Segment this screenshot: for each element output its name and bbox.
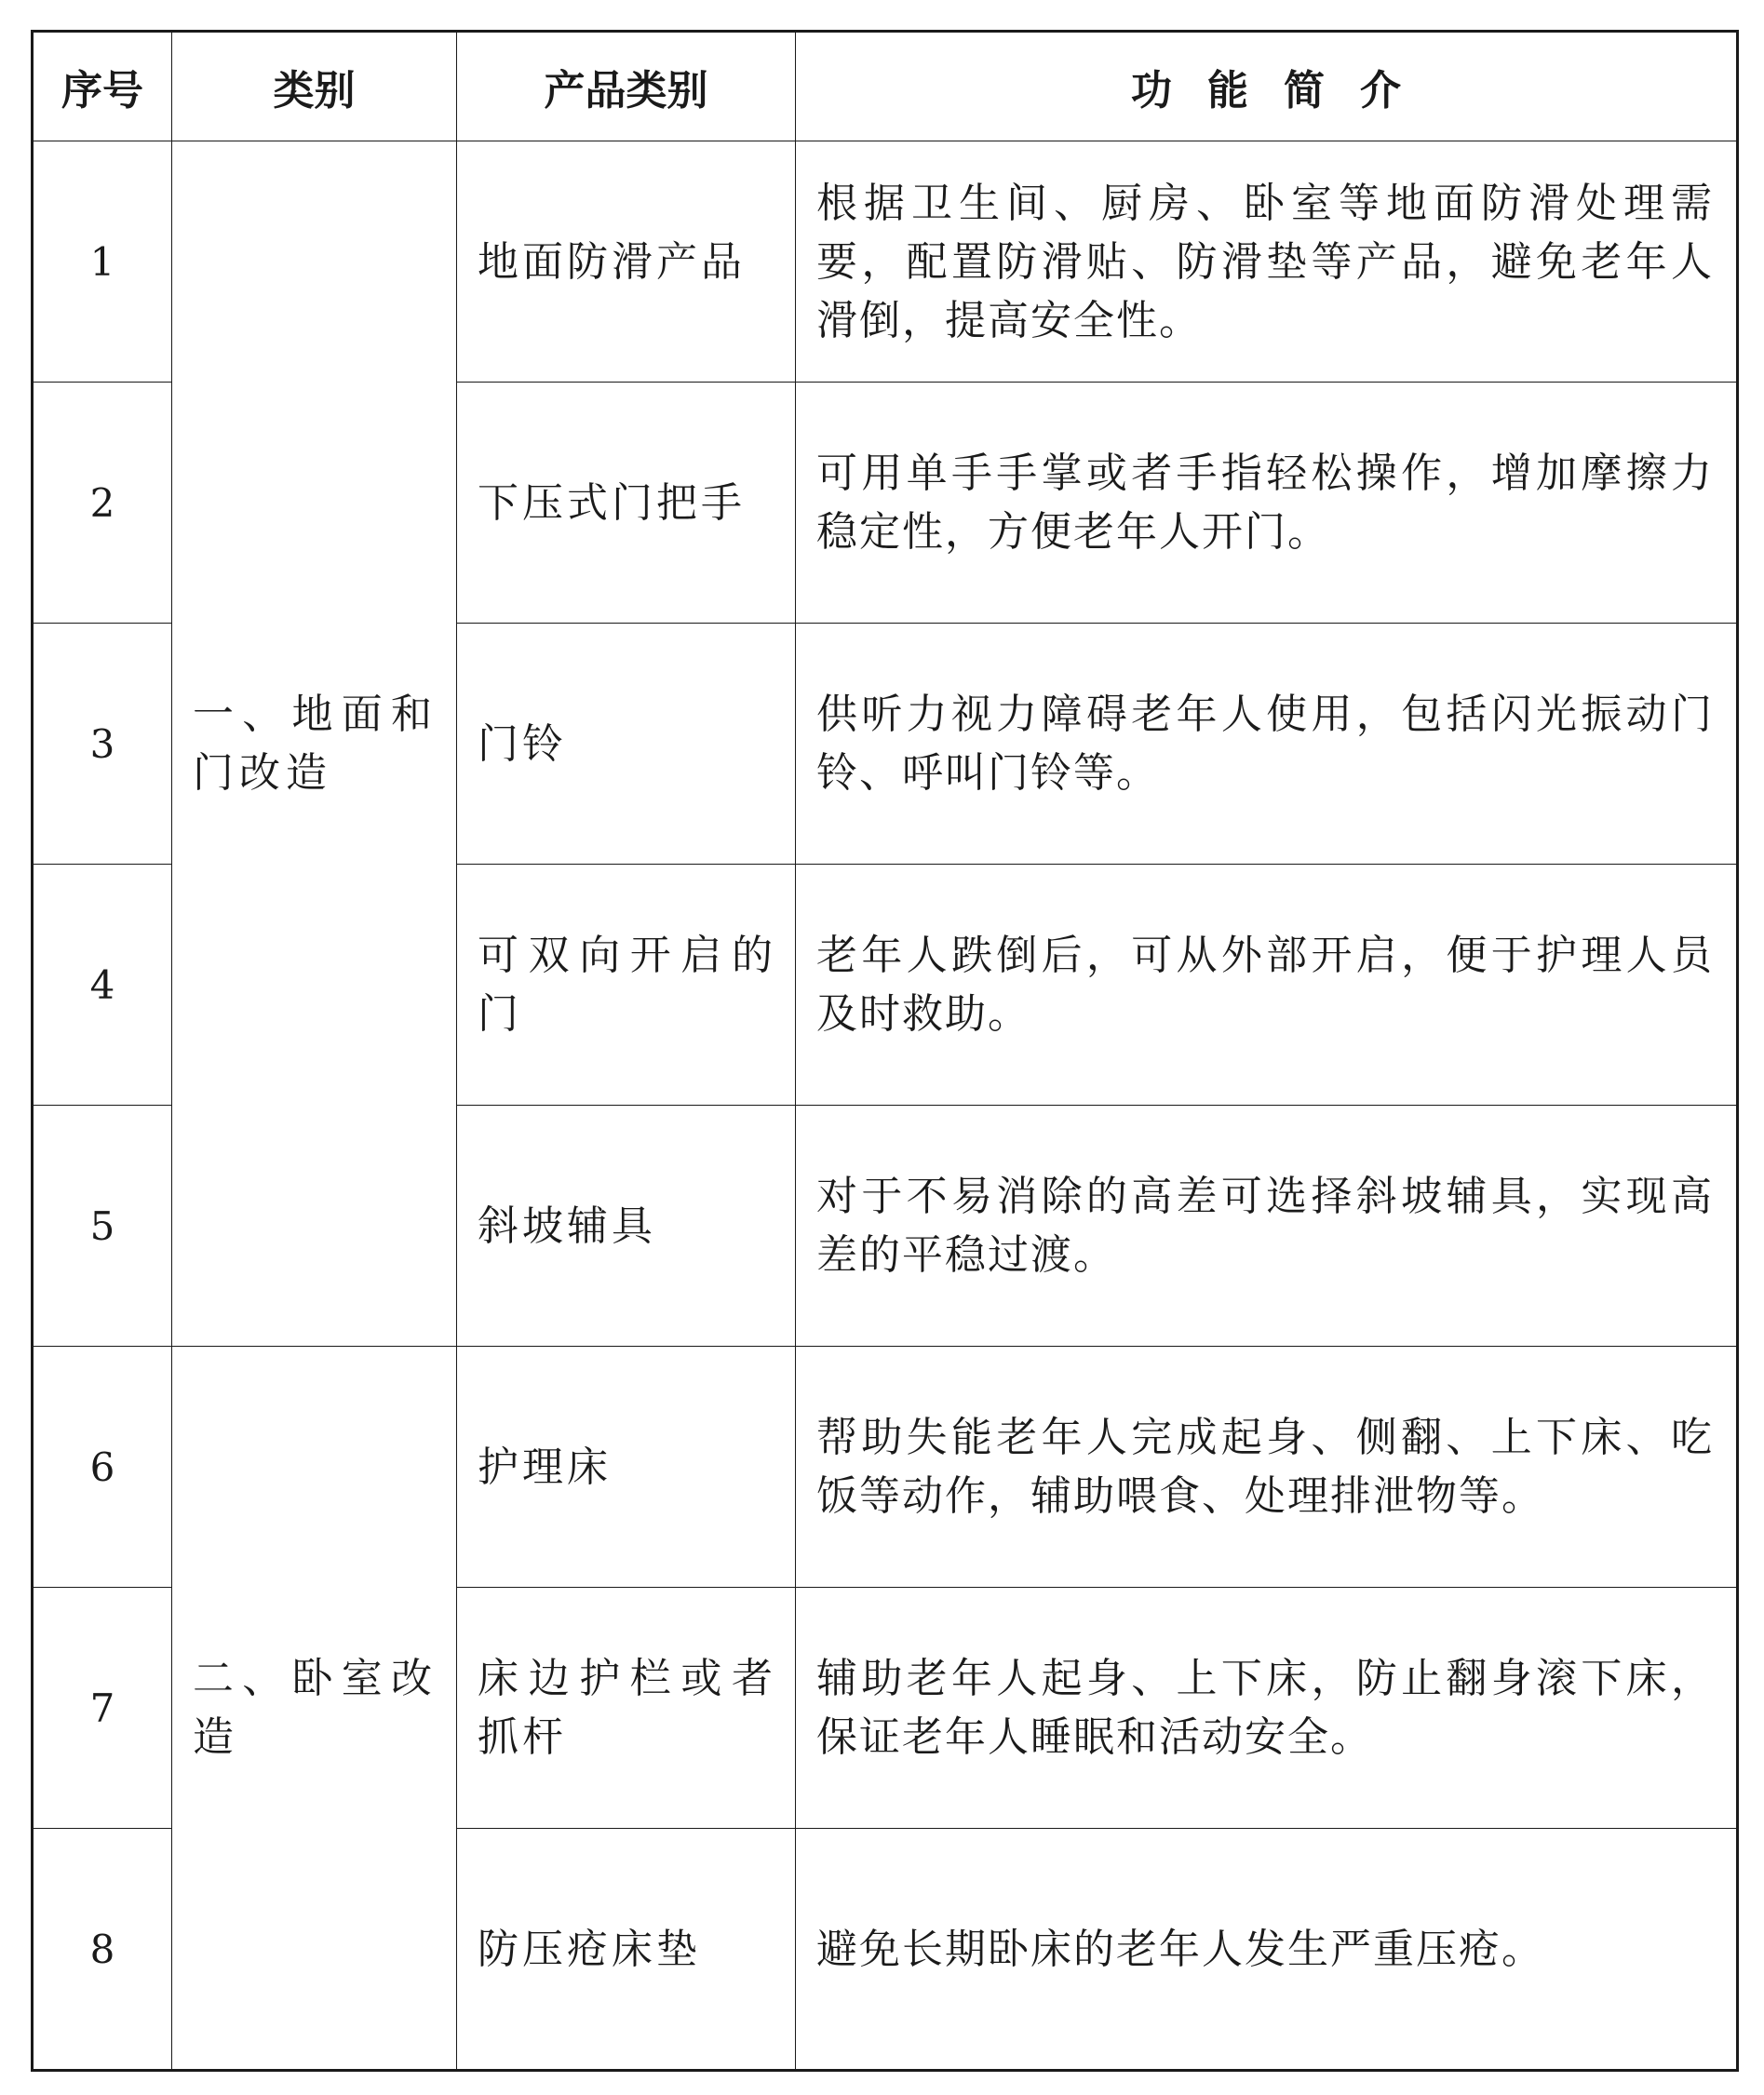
product-cell: 床边护栏或者抓杆 <box>457 1588 796 1829</box>
row-number: 1 <box>33 141 172 383</box>
product-cell: 护理床 <box>457 1347 796 1588</box>
table-row <box>33 141 1738 383</box>
description-cell: 避免长期卧床的老年人发生严重压疮。 <box>796 1829 1738 2071</box>
row-number: 7 <box>33 1588 172 1829</box>
description-cell: 辅助老年人起身、上下床，防止翻身滚下床，保证老年人睡眠和活动安全。 <box>796 1588 1738 1829</box>
description-cell: 根据卫生间、厨房、卧室等地面防滑处理需要，配置防滑贴、防滑垫等产品，避免老年人滑倒，提高安全性。 <box>796 141 1738 383</box>
row-number: 4 <box>33 865 172 1106</box>
row-number: 3 <box>33 624 172 865</box>
table-row <box>33 1347 1738 1588</box>
description-cell: 可用单手手掌或者手指轻松操作，增加摩擦力稳定性，方便老年人开门。 <box>796 383 1738 624</box>
function-table <box>31 30 1739 2072</box>
product-cell: 可双向开启的门 <box>457 865 796 1106</box>
description-cell: 供听力视力障碍老年人使用，包括闪光振动门铃、呼叫门铃等。 <box>796 624 1738 865</box>
row-number: 5 <box>33 1106 172 1347</box>
header-category: 类别 <box>172 32 457 141</box>
row-number: 2 <box>33 383 172 624</box>
product-cell: 地面防滑产品 <box>457 141 796 383</box>
category-cell: 一、地面和门改造 <box>172 141 457 1347</box>
product-cell: 斜坡辅具 <box>457 1106 796 1347</box>
product-cell: 门铃 <box>457 624 796 865</box>
header-function: 功能简介 <box>796 32 1738 141</box>
product-cell: 下压式门把手 <box>457 383 796 624</box>
description-cell: 帮助失能老年人完成起身、侧翻、上下床、吃饭等动作，辅助喂食、处理排泄物等。 <box>796 1347 1738 1588</box>
row-number: 6 <box>33 1347 172 1588</box>
category-cell: 二、卧室改造 <box>172 1347 457 2071</box>
description-cell: 对于不易消除的高差可选择斜坡辅具，实现高差的平稳过渡。 <box>796 1106 1738 1347</box>
header-row <box>33 32 1738 141</box>
row-number: 8 <box>33 1829 172 2071</box>
header-product: 产品类别 <box>457 32 796 141</box>
description-cell: 老年人跌倒后，可从外部开启，便于护理人员及时救助。 <box>796 865 1738 1106</box>
header-no: 序号 <box>33 32 172 141</box>
product-cell: 防压疮床垫 <box>457 1829 796 2071</box>
